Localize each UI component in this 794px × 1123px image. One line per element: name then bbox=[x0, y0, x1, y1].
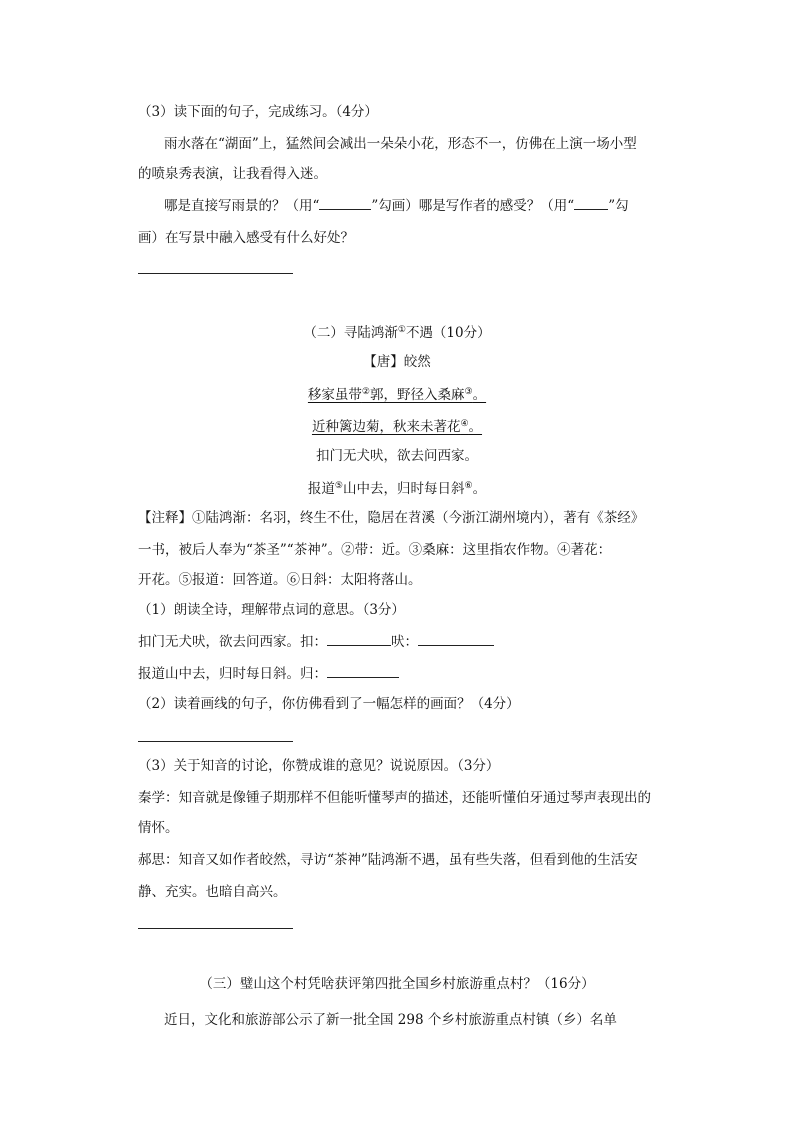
answer-line[interactable] bbox=[138, 741, 293, 742]
question-title: （3）读下面的句子，完成练习。（4分） bbox=[138, 104, 378, 120]
poem-line: 报道⑤山中去，归时每日斜⑥。 bbox=[307, 481, 487, 497]
opinion-line: 静、充实。也暗自高兴。 bbox=[138, 884, 287, 900]
poem-heading: （二）寻陆鸿渐①不遇（10分） bbox=[303, 325, 491, 341]
passage-line: 的喷泉秀表演，让我看得入迷。 bbox=[138, 166, 327, 182]
opinion-line: 秦学：知音就是像锺子期那样不但能听懂琴声的描述，还能听懂伯牙通过琴声表现出的 bbox=[138, 790, 651, 806]
mark-symbol-blank bbox=[319, 197, 371, 210]
note-marker: ⑤ bbox=[334, 481, 343, 491]
answer-blank[interactable] bbox=[327, 665, 399, 678]
question-title: （3）关于知音的讨论，你赞成谁的意见？说说原因。（3分） bbox=[138, 758, 500, 774]
question-text: 哪是直接写雨景的？（用“ bbox=[164, 198, 320, 214]
poem-line-underlined: 移家虽带②郭，野径入桑麻③。 bbox=[307, 387, 487, 403]
opinion-line: 郝思：知音又如作者皎然，寻访“茶神”陆鸿渐不遇，虽有些失落，但看到他的生活安 bbox=[138, 852, 638, 868]
section-heading: （三）璧山这个村凭啥获评第四批全国乡村旅游重点村？（16分） bbox=[199, 976, 595, 992]
poem-line: 扣门无犬吠，欲去问西家。 bbox=[316, 448, 478, 464]
question-line: 扣门无犬吠，欲去问西家。扣： 吠： bbox=[138, 632, 494, 652]
question-line bbox=[164, 196, 629, 216]
answer-blank[interactable] bbox=[418, 633, 494, 646]
note-marker: ① bbox=[397, 325, 406, 335]
question-line: 报道山中去，归时每日斜。归： bbox=[138, 664, 399, 684]
answer-blank[interactable] bbox=[327, 633, 391, 646]
question-line: 画）在写景中融入感受有什么好处？ bbox=[138, 230, 354, 246]
answer-line[interactable] bbox=[138, 273, 293, 274]
notes-line: 【注释】①陆鸿渐：名羽，终生不仕，隐居在苕溪（今浙江湖州境内），著有《茶经》 bbox=[138, 510, 645, 526]
note-marker: ⑥ bbox=[464, 481, 473, 491]
question-title: （2）读着画线的句子，你仿佛看到了一幅怎样的画面？（4分） bbox=[138, 696, 520, 712]
section-intro: 近日，文化和旅游部公示了新一批全国 298 个乡村旅游重点村镇（乡）名单 bbox=[164, 1012, 617, 1028]
poem-author: 【唐】皎然 bbox=[363, 354, 431, 370]
note-marker: ④ bbox=[460, 419, 469, 429]
notes-line: 开花。⑤报道：回答道。⑥日斜：太阳将落山。 bbox=[138, 572, 422, 588]
note-marker: ③ bbox=[464, 387, 473, 397]
opinion-line: 情怀。 bbox=[138, 820, 179, 836]
note-marker: ② bbox=[361, 387, 370, 397]
question-title: （1）朗读全诗，理解带点词的意思。（3分） bbox=[138, 602, 405, 618]
answer-line[interactable] bbox=[138, 928, 293, 929]
notes-line: 一书，被后人奉为“茶圣”“茶神”。②带：近。③桑麻：这里指农作物。④著花： bbox=[138, 542, 612, 558]
mark-symbol-blank bbox=[574, 197, 608, 210]
question-text: ”勾画）哪是写作者的感受？（用“ bbox=[371, 198, 575, 214]
poem-line-underlined: 近种篱边菊，秋来未著花④。 bbox=[311, 419, 483, 435]
question-text: ”勾 bbox=[608, 198, 629, 214]
passage-line: 雨水落在“湖面”上，猛然间会减出一朵朵小花，形态不一，仿佛在上演一场小型 bbox=[164, 136, 637, 152]
